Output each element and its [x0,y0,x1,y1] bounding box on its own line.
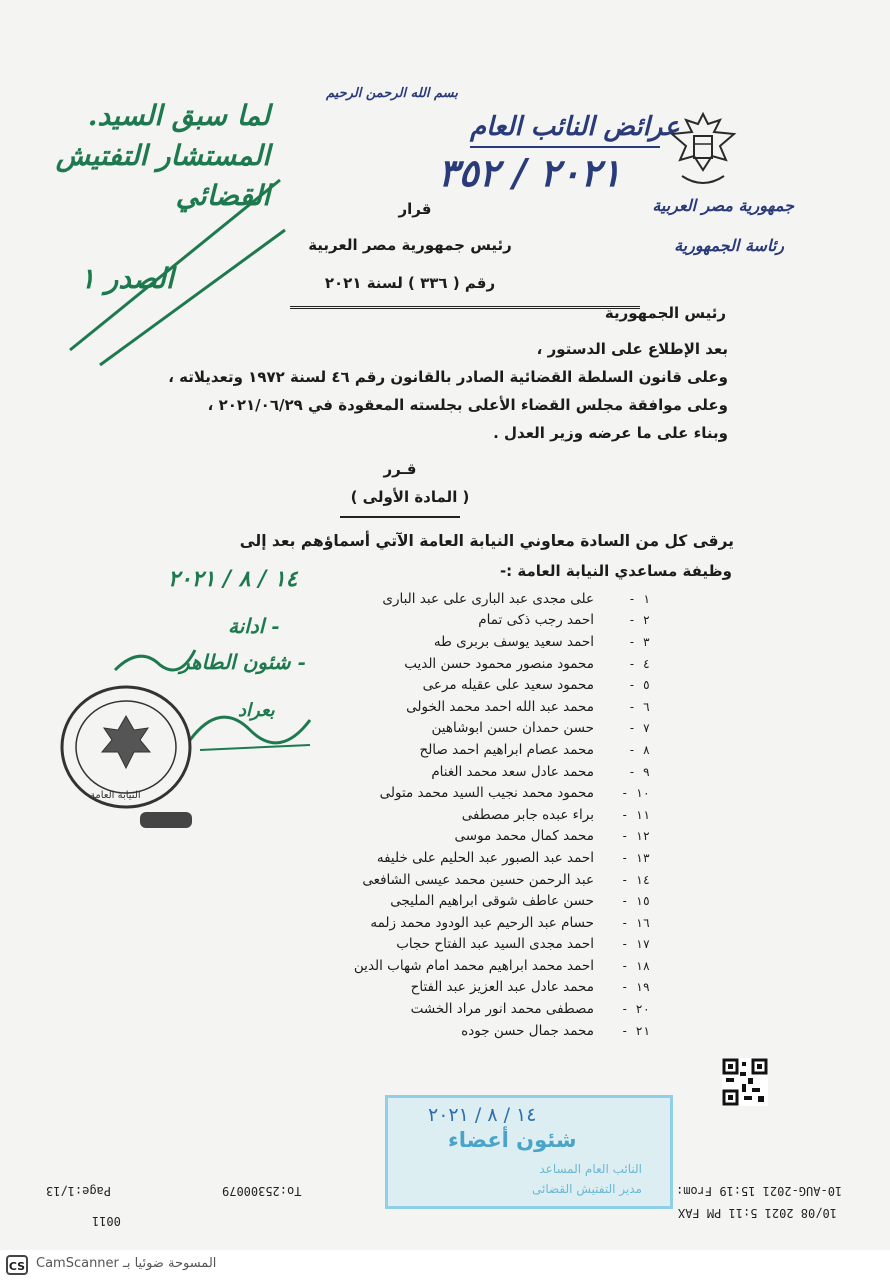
list-item-name: عبد الرحمن حسين محمد عيسى الشافعى [362,871,594,888]
list-item-number: ١٦ - [621,915,650,930]
list-item [220,912,650,934]
preamble-line-3: وعلى موافقة مجلس القضاء الأعلى بجلسته المعقودة في ٢٠٢١/٠٦/٢٩ ، [207,396,728,414]
list-item-name: على مجدى عبد البارى على عبد البارى [382,590,594,607]
decree-issuer: رئيس جمهورية مصر العربية [308,236,512,254]
signature-label: بعراد [238,700,275,721]
list-item-number: ٨ - [628,742,650,757]
fax-to: To:25300079 [222,1184,302,1198]
list-item-name: احمد سعيد يوسف بربرى طه [433,633,594,650]
list-item-number: ١ - [628,591,650,606]
list-item-name: حسن حمدان حسن ابوشاهين [431,720,594,737]
side-note-1: - ادانة [228,614,280,638]
list-item [220,1020,650,1042]
list-item-number: ٢٠ - [621,1002,650,1017]
list-item-name: حسن عاطف شوقى ابراهيم المليجى [390,893,594,910]
fax-from: 10-AUG-2021 15:19 From: [676,1184,843,1198]
fax-page: Page:1/13 [46,1184,112,1198]
list-item-number: ١٠ - [621,786,650,801]
receipt-underline [470,146,660,148]
stamp-title: شئون أعضاء [448,1128,577,1152]
list-item-number: ٥ - [628,678,650,693]
camscanner-logo: CS [6,1255,28,1275]
list-item [220,869,650,891]
top-left-handwritten-note: لما سبق السيد. المستشار التفتيش القضائي [55,99,270,212]
country-name: جمهورية مصر العربية [652,196,794,215]
list-item [220,782,650,804]
president-label: رئيس الجمهورية [604,304,726,322]
list-item-name: احمد مجدى السيد عبد الفتاح حجاب [396,936,594,953]
list-item-number: ٩ - [628,764,650,779]
list-item-number: ٧ - [628,721,650,736]
decree-word: قرار [398,200,432,218]
list-item-name: احمد محمد ابراهيم محمد امام شهاب الدين [353,957,594,974]
list-item [220,934,650,956]
list-item [220,955,650,977]
receipt-number: ٢٠٢١ / ٣٥٢ [438,150,622,195]
basmala: بسم الله الرحمن الرحيم [326,86,458,101]
list-item-number: ٢ - [628,613,650,628]
stamp-date: ١٤ / ٨ / ٢٠٢١ [428,1104,537,1126]
article-1-heading: ( المادة الأولى ) [350,488,470,506]
article-text-1: يرقى كل من السادة معاوني النيابة العامة الآتي أسماؤهم بعد إلى [239,532,734,550]
list-item [220,826,650,848]
list-item-name: احمد عبد الصبور عبد الحليم على خليفه [376,849,594,866]
list-item [220,804,650,826]
list-item-number: ٤ - [628,656,650,671]
green-strike-lines [60,170,290,370]
receipt-stamp [385,1095,673,1209]
preamble-line-1: بعد الإطلاع على الدستور ، [536,340,728,358]
header-divider [290,306,640,309]
stamp-line-1: النائب العام المساعد [539,1162,642,1176]
article-text-2: وظيفة مساعدي النيابة العامة :- [499,562,732,580]
list-item-number: ١٩ - [621,980,650,995]
camscanner-label: CamScanner المسوحة ضوئيا بـ [36,1256,217,1271]
side-note-2: - شئون الطاهر [180,650,306,674]
list-item-number: ١٣ - [621,850,650,865]
list-item-name: احمد رجب ذكى تمام [478,612,594,629]
list-item-name: محمود محمد نجيب السيد محمد متولى [379,785,594,802]
list-item-name: محمد كمال محمد موسى [454,828,594,845]
list-item-name: محمود منصور محمود حسن الديب [404,655,594,672]
article-underline [340,516,460,518]
list-item [220,998,650,1020]
green-flourish [110,640,200,680]
list-item [220,847,650,869]
list-item-number: ١٥ - [621,894,650,909]
list-item-number: ٢١ - [621,1023,650,1038]
list-item-name: حسام عبد الرحيم عبد الودود محمد زلمه [370,914,594,931]
receipt-annotation: عرائض النائب العام [470,112,680,142]
list-item [220,610,650,632]
seal-text: النيابة العامة [90,790,141,801]
preamble-line-4: وبناء على ما عرضه وزير العدل . [493,424,728,442]
list-item-number: ٣ - [628,634,650,649]
list-item-number: ١٧ - [621,937,650,952]
list-item-name: محمد عادل عبد العزيز عبد الفتاح [410,979,594,996]
list-item-name: محمد جمال حسن جوده [461,1022,594,1039]
list-item-number: ١١ - [621,807,650,822]
preamble-line-2: وعلى قانون السلطة القضائية الصادر بالقانون رقم ٤٦ لسنة ١٩٧٢ وتعديلاته ، [168,368,728,386]
list-item-number: ١٤ - [621,872,650,887]
decree-number-line: رقم ( ٣٣٦ ) لسنة ٢٠٢١ [324,274,496,292]
camscanner-bar [0,1250,890,1280]
list-item-number: ١٢ - [621,829,650,844]
fax-datetime: 10/08 2021 5:11 PM FAX [678,1206,837,1220]
fax-code: 0011 [92,1214,121,1228]
list-item-name: مصطفى محمد انور مراد الخشت [410,1001,594,1018]
decided-heading: قـرر [383,460,417,478]
office-name: رئاسة الجمهورية [674,236,784,255]
list-item-name: محمد عبد الله احمد محمد الخولى [406,698,594,715]
list-item-number: ٦ - [628,699,650,714]
list-item [220,761,650,783]
small-stamp-mark [140,812,192,828]
stamp-line-2: مدير التفتيش القضائى [531,1182,642,1196]
list-item-name: محمود سعيد على عقيله مرعى [422,677,594,694]
side-date-note: ١٤ / ٨ / ٢٠٢١ [168,566,298,592]
list-item [220,890,650,912]
top-left-handwritten-note-2: الصدر ١ [80,262,174,295]
list-item-name: محمد عادل سعد محمد الغنام [431,763,594,780]
qr-code-icon [722,1058,768,1106]
list-item [220,977,650,999]
list-item-name: براء عبده جابر مصطفى [461,806,594,823]
list-item-name: محمد عصام ابراهيم احمد صالح [419,741,594,758]
list-item-number: ١٨ - [621,958,650,973]
